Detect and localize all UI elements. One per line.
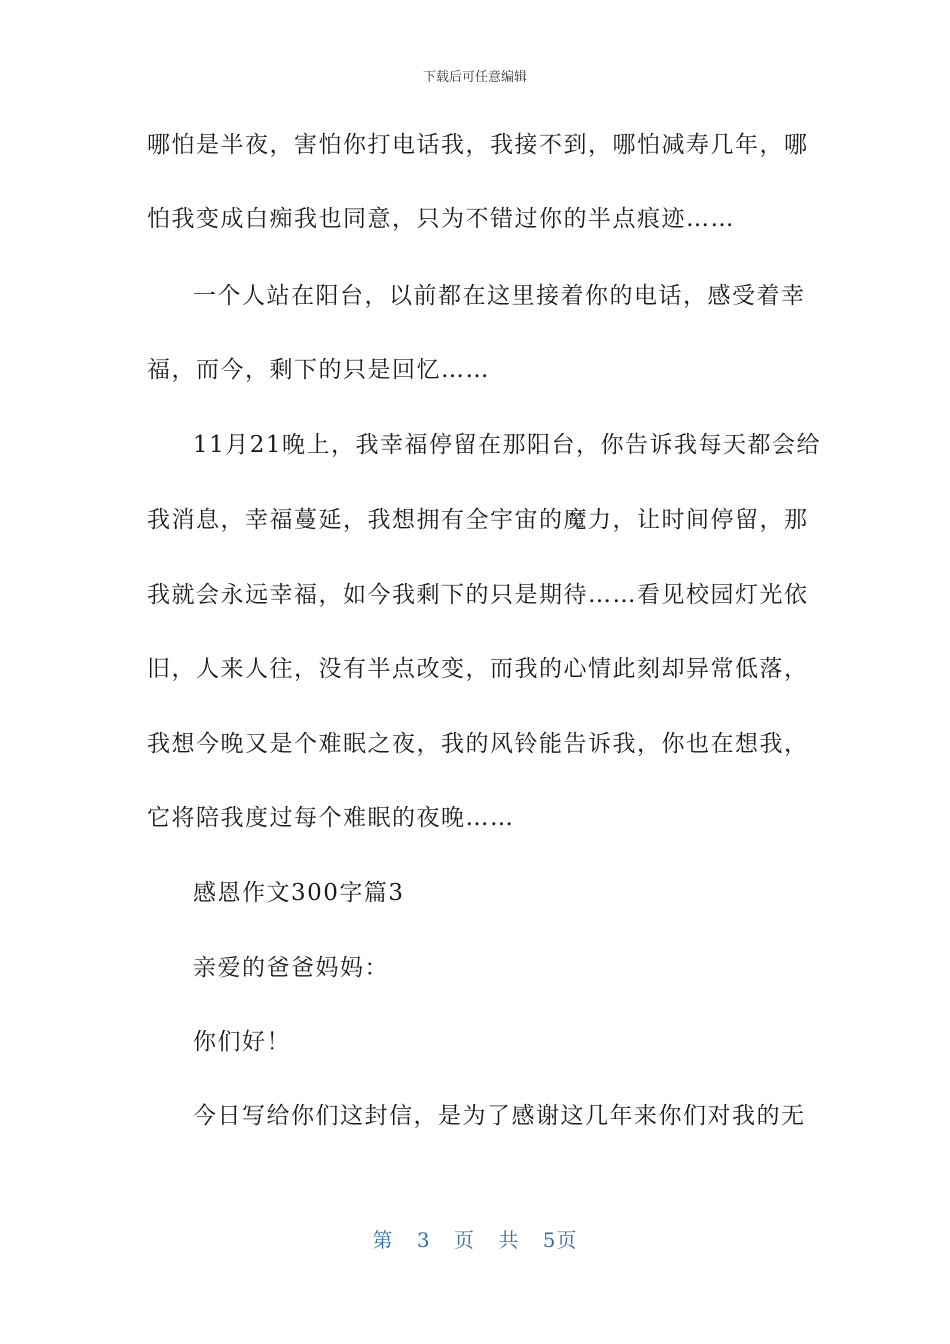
footer-page-word: 第 xyxy=(372,1228,394,1252)
letter-salutation: 亲爱的爸爸妈妈： xyxy=(193,955,389,981)
text-line: 哪怕是半夜，害怕你打电话我，我接不到，哪怕减寿几年，哪 xyxy=(147,132,809,158)
section-heading: 感恩作文300字篇3 xyxy=(193,880,405,906)
text-line: 它将陪我度过每个难眠的夜晚…… xyxy=(147,805,515,831)
text-line: 我消息，幸福蔓延，我想拥有全宇宙的魔力，让时间停留，那 xyxy=(147,507,809,533)
text-line: 旧，人来人往，没有半点改变，而我的心情此刻却异常低落， xyxy=(147,656,809,682)
footer-total-pages: 5页 xyxy=(542,1228,578,1252)
text-line: 怕我变成白痴我也同意，只为不错过你的半点痕迹…… xyxy=(147,206,735,232)
paragraph-start-line: 今日写给你们这封信，是为了感谢这几年来你们对我的无 xyxy=(193,1103,806,1129)
page-header: 下载后可任意编辑 xyxy=(422,70,527,85)
footer-current-page: 3 xyxy=(416,1228,431,1252)
footer-total-word: 共 xyxy=(498,1228,520,1252)
page-footer xyxy=(0,1224,950,1253)
footer-page-unit: 页 xyxy=(454,1228,475,1252)
text-line: 福，而今，剩下的只是回忆…… xyxy=(147,357,490,383)
paragraph-start-line: 一个人站在阳台，以前都在这里接着你的电话，感受着幸 xyxy=(193,283,806,309)
letter-greeting: 你们好！ xyxy=(193,1029,291,1055)
text-line: 我就会永远幸福，如今我剩下的只是期待……看见校园灯光依 xyxy=(147,582,809,608)
text-line: 我想今晚又是个难眠之夜，我的风铃能告诉我，你也在想我， xyxy=(147,731,809,757)
paragraph-start-line: 11月21晚上，我幸福停留在那阳台，你告诉我每天都会给 xyxy=(193,432,822,458)
